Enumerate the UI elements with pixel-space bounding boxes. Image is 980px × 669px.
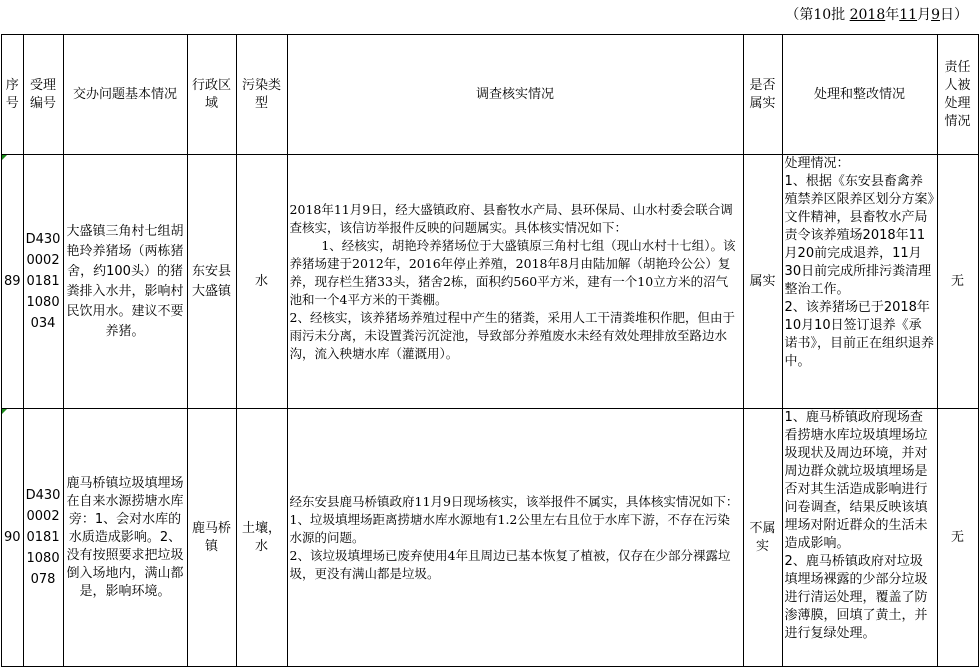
row-pollution: 水 <box>236 155 287 409</box>
batch-sep-month: 月 <box>917 7 932 23</box>
row-seq: 89 <box>2 155 24 409</box>
row-accountability: 无 <box>937 155 978 409</box>
row-pollution: 土壤，水 <box>236 409 287 667</box>
table-row <box>2 409 979 667</box>
header-verified: 是否属实 <box>743 35 782 155</box>
row-region: 东安县大盛镇 <box>187 155 236 409</box>
batch-info <box>785 6 968 24</box>
row-code: D430 0002 0181 1080 034 <box>23 155 63 409</box>
row-verified: 属实 <box>743 155 782 409</box>
row-seq: 90 <box>2 409 24 667</box>
header-region: 行政区域 <box>187 35 236 155</box>
header-problem: 交办问题基本情况 <box>63 35 187 155</box>
row-investigation: 经东安县鹿马桥镇政府11月9日现场核实，该举报件不属实，具体核实情况如下： 1、垃圾填埋场距离捞塘水库水源地有1.2公里左右且位于水库下游，不存在污染水源的问题。 2、该垃圾填埋场已废弃使用4年且周边已基本恢复了植被，仅存在少部分裸露垃圾，更没有满山都是垃圾。 <box>287 409 743 667</box>
header-row <box>2 35 979 155</box>
row-code: D430 0002 0181 1080 078 <box>23 409 63 667</box>
header-code: 受理编号 <box>23 35 63 155</box>
complaint-table <box>1 34 979 667</box>
header-investigation: 调查核实情况 <box>287 35 743 155</box>
header-seq: 序号 <box>2 35 24 155</box>
header-accountability: 责任人被处理情况 <box>937 35 978 155</box>
header-handling: 处理和整改情况 <box>782 35 937 155</box>
row-investigation: 2018年11月9日，经大盛镇政府、县畜牧水产局、县环保局、山水村委会联合调查核实，该信访举报件反映的问题属实。具体核实情况如下： 1、经核实，胡艳玲养猪场位于大盛镇原三角村七组（现山水村十七组）。该养猪场建于2012年，2016年停止养殖，2018年8月由陆加解（胡艳玲公公）复养，现存栏生猪33头，猪舍2栋，面积约560平方米，建有一个10立方米的沼气池和一个4平方米的干粪棚。 2、经核实，该养猪场养殖过程中产生的猪粪，采用人工干清粪堆积作肥，但由于雨污未分离，未设置粪污沉淀池，导致部分养殖废水未经有效处理排放至路边水沟，流入秧塘水库（灌溉用）。 <box>287 155 743 409</box>
row-accountability: 无 <box>937 409 978 667</box>
table-row <box>2 155 979 409</box>
batch-day: 9 <box>931 7 940 23</box>
row-verified: 不属实 <box>743 409 782 667</box>
row-region: 鹿马桥镇 <box>187 409 236 667</box>
row-problem: 大盛镇三角村七组胡艳玲养猪场（两栋猪舍，约100头）的猪粪排入水井，影响村民饮用水。建议不要养猪。 <box>63 155 187 409</box>
batch-suffix: 日） <box>940 7 968 23</box>
batch-month: 11 <box>899 7 918 23</box>
batch-year: 2018 <box>849 7 886 23</box>
batch-sep-year: 年 <box>885 7 900 23</box>
row-handling: 1、鹿马桥镇政府现场查看捞塘水库垃圾填埋场垃圾现状及周边环境，并对周边群众就垃圾填埋场是否对其生活造成影响进行问卷调查，结果反映该填埋场对附近群众的生活未造成影响。 2、鹿马桥镇政府对垃圾填埋场裸露的少部分垃圾进行清运处理，覆盖了防渗薄膜，回填了黄土，并进行复绿处理。 <box>782 409 937 667</box>
row-problem: 鹿马桥镇垃圾填埋场在自来水源捞塘水库旁：1、会对水库的水质造成影响。2、没有按照要求把垃圾倒入场地内，满山都是，影响环境。 <box>63 409 187 667</box>
header-pollution: 污染类型 <box>236 35 287 155</box>
row-handling: 处理情况： 1、根据《东安县畜禽养殖禁养区限养区划分方案》文件精神，县畜牧水产局责令该养殖场2018年11月20前完成退养，11月30日前完成所排污粪清理整治工作。 2、该养猪场已于2018年10月10日签订退养《承诺书》，目前正在组织退养中。 <box>782 155 937 409</box>
batch-prefix: （第10批 <box>785 7 846 23</box>
